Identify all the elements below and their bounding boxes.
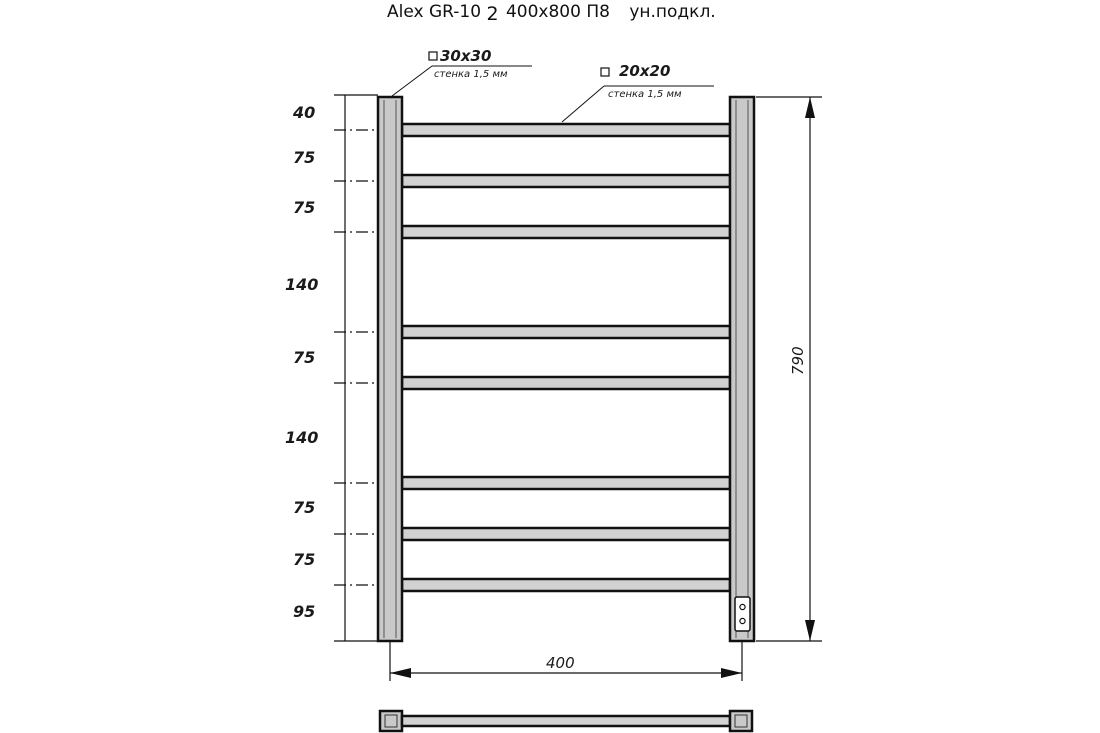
spacing-label: 40	[293, 103, 316, 122]
spacing-label: 140	[285, 275, 319, 294]
crossbars	[402, 124, 730, 591]
rail-callout-leader	[392, 66, 432, 96]
spacing-label: 75	[293, 498, 316, 517]
bar-section-callout	[562, 62, 714, 122]
crossbar	[402, 326, 730, 338]
arrow-left-icon	[390, 668, 411, 678]
spacing-labels	[285, 103, 318, 621]
title-connection: ун.подкл.	[629, 2, 716, 22]
top-view	[380, 711, 752, 731]
crossbar	[402, 124, 730, 136]
spacing-label: 75	[293, 198, 316, 217]
right-rail	[730, 97, 754, 641]
overall-height-dimension	[756, 97, 822, 641]
bar-section-label: 20x20	[619, 62, 671, 80]
square-section-icon	[429, 52, 437, 60]
title-size: 400x800 П8	[505, 2, 610, 22]
electrical-connector-icon	[735, 597, 750, 631]
spacing-label: 75	[293, 148, 316, 167]
svg-text:Alex GR-10 2 400x8	[387, 2, 716, 25]
title-prefix: Alex GR-10	[387, 2, 482, 22]
crossbar	[402, 528, 730, 540]
overall-height-label: 790	[789, 346, 807, 375]
arrow-down-icon	[805, 620, 815, 641]
rail-section-callout	[392, 47, 532, 96]
bar-wall-label: стенка 1,5 мм	[608, 89, 682, 100]
title-mid: 2	[486, 3, 499, 25]
crossbar	[402, 377, 730, 389]
bar-callout-leader	[562, 86, 604, 122]
overall-width-dimension	[390, 641, 742, 681]
spacing-label: 95	[293, 602, 316, 621]
arrow-right-icon	[721, 668, 742, 678]
spacing-label: 75	[293, 550, 316, 569]
crossbar	[402, 175, 730, 187]
overall-width-label: 400	[546, 654, 575, 672]
bar-centerlines	[334, 130, 418, 585]
rail-wall-label: стенка 1,5 мм	[434, 69, 508, 80]
arrow-up-icon	[805, 97, 815, 118]
left-rail	[378, 97, 402, 641]
crossbar	[402, 226, 730, 238]
crossbar	[402, 477, 730, 489]
rail-section-label: 30x30	[440, 47, 492, 65]
drawing-title	[387, 2, 716, 25]
crossbar	[402, 579, 730, 591]
square-section-icon	[601, 68, 609, 76]
spacing-label: 75	[293, 348, 316, 367]
spacing-label: 140	[285, 428, 319, 447]
